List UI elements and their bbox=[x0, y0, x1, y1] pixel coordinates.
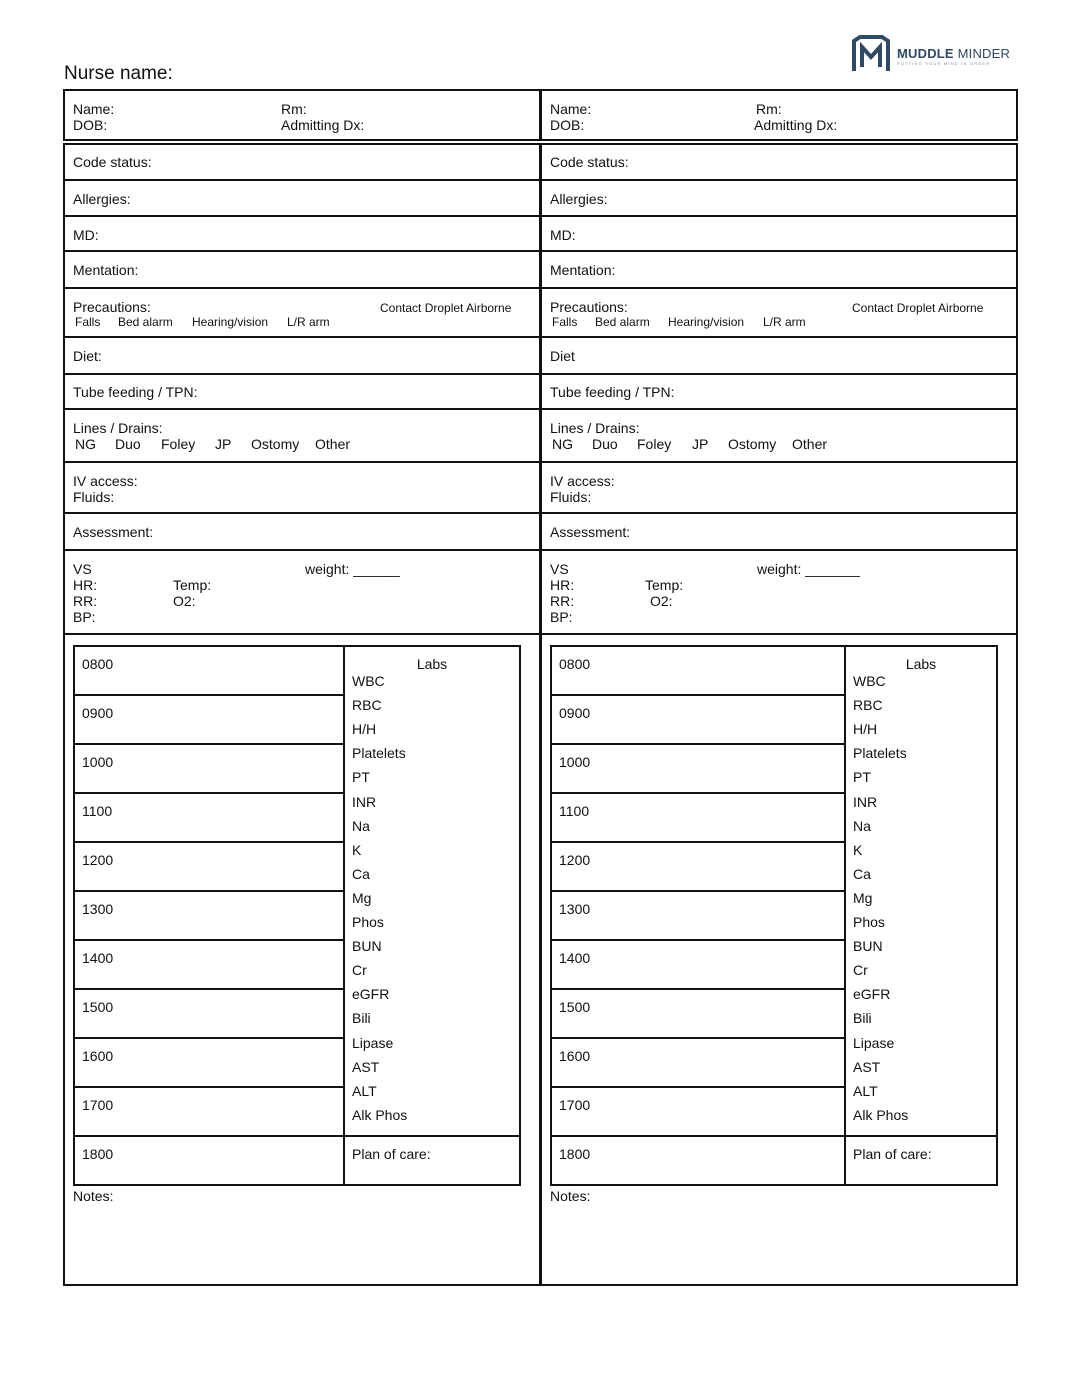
o2-label: O2: bbox=[650, 593, 673, 609]
lab-item: WBC bbox=[853, 673, 886, 689]
dob-label: DOB: bbox=[550, 117, 585, 133]
time-label: 1800 bbox=[82, 1146, 114, 1162]
brand-tagline: PUTTING YOUR MIND IN ORDER bbox=[897, 61, 991, 66]
form-row bbox=[65, 145, 539, 181]
assessment-label: Assessment: bbox=[550, 524, 631, 540]
form-row bbox=[542, 410, 1016, 463]
time-label: 0800 bbox=[559, 656, 591, 672]
temp-label: Temp: bbox=[173, 577, 212, 593]
md-label: MD: bbox=[73, 227, 99, 243]
lab-item: RBC bbox=[352, 697, 382, 714]
lab-item: H/H bbox=[853, 721, 878, 738]
ostomy-option: Ostomy bbox=[251, 436, 300, 452]
fluids-label: Fluids: bbox=[550, 489, 592, 505]
time-slot[interactable] bbox=[75, 892, 345, 941]
time-slot[interactable] bbox=[552, 1137, 846, 1186]
other-option: Other bbox=[315, 436, 351, 452]
weight-label: weight: _______ bbox=[757, 561, 860, 577]
time-slot[interactable] bbox=[552, 892, 846, 941]
lines-drains-label: Lines / Drains: bbox=[550, 420, 640, 436]
hr-label: HR: bbox=[550, 577, 575, 593]
lab-item: Bili bbox=[352, 1010, 371, 1027]
time-label: 1800 bbox=[559, 1146, 591, 1162]
mentation-label: Mentation: bbox=[550, 262, 616, 278]
schedule-section bbox=[542, 635, 1016, 1284]
divider bbox=[345, 1135, 519, 1137]
labs-title: Labs bbox=[416, 656, 448, 672]
lr-arm-option: L/R arm bbox=[763, 315, 806, 329]
patient-details bbox=[540, 143, 1018, 1286]
time-label: 1200 bbox=[82, 852, 114, 868]
admitting-dx-label: Admitting Dx: bbox=[281, 117, 365, 133]
falls-option: Falls bbox=[75, 315, 101, 329]
form-row bbox=[542, 289, 1016, 338]
form-row bbox=[542, 181, 1016, 217]
form-row bbox=[65, 514, 539, 551]
lab-item: Phos bbox=[853, 914, 885, 930]
bed-alarm-option: Bed alarm bbox=[118, 315, 173, 329]
code-status-label: Code status: bbox=[550, 154, 629, 170]
lab-item: Ca bbox=[853, 865, 871, 882]
name-label: Name: bbox=[73, 101, 115, 117]
fluids-label: Fluids: bbox=[73, 489, 115, 505]
form-row bbox=[65, 551, 539, 635]
form-row bbox=[542, 145, 1016, 181]
lab-item: Alk Phos bbox=[352, 1106, 408, 1123]
time-slot[interactable] bbox=[552, 1088, 846, 1137]
time-slot[interactable] bbox=[552, 843, 846, 892]
bp-label: BP: bbox=[73, 609, 96, 625]
form-row bbox=[542, 217, 1016, 252]
room-label: Rm: bbox=[756, 101, 782, 117]
lab-item: BUN bbox=[352, 938, 382, 955]
time-slot[interactable] bbox=[75, 843, 345, 892]
time-slot[interactable] bbox=[75, 1137, 345, 1186]
lab-item: WBC bbox=[352, 673, 385, 689]
lab-item: INR bbox=[853, 793, 878, 810]
lab-item: ALT bbox=[853, 1082, 878, 1099]
ostomy-option: Ostomy bbox=[728, 436, 777, 452]
time-label: 1200 bbox=[559, 852, 591, 868]
time-slot[interactable] bbox=[75, 696, 345, 745]
other-option: Other bbox=[792, 436, 828, 452]
lab-item: Cr bbox=[853, 962, 868, 979]
temp-label: Temp: bbox=[645, 577, 684, 593]
lab-item: Cr bbox=[352, 962, 367, 979]
vs-label: VS bbox=[550, 561, 569, 577]
ng-option: NG bbox=[552, 436, 573, 452]
hearing-vision-option: Hearing/vision bbox=[192, 315, 269, 329]
lab-item: Na bbox=[352, 817, 370, 834]
labs-panel bbox=[345, 647, 519, 1137]
form-row bbox=[542, 514, 1016, 551]
time-slot[interactable] bbox=[75, 794, 345, 843]
time-slot[interactable] bbox=[75, 990, 345, 1039]
hourly-schedule-grid bbox=[73, 645, 521, 1186]
lab-item: H/H bbox=[352, 721, 377, 738]
lines-drains-label: Lines / Drains: bbox=[73, 420, 163, 436]
form-row bbox=[542, 551, 1016, 635]
time-label: 1700 bbox=[82, 1097, 114, 1113]
labs-panel bbox=[846, 647, 996, 1137]
admitting-dx-label: Admitting Dx: bbox=[754, 117, 838, 133]
time-slot[interactable] bbox=[552, 696, 846, 745]
precaution-types: Contact Droplet Airborne bbox=[852, 301, 984, 315]
lab-item: Na bbox=[853, 817, 871, 834]
allergies-label: Allergies: bbox=[73, 191, 131, 207]
time-label: 1400 bbox=[559, 950, 591, 966]
patient-details bbox=[63, 143, 541, 1286]
lab-item: Bili bbox=[853, 1010, 872, 1027]
patient-header bbox=[540, 89, 1018, 141]
time-label: 1600 bbox=[559, 1048, 591, 1064]
form-row bbox=[542, 375, 1016, 410]
room-label: Rm: bbox=[281, 101, 307, 117]
time-slot[interactable] bbox=[552, 941, 846, 990]
jp-option: JP bbox=[692, 436, 709, 452]
time-label: 0900 bbox=[559, 705, 591, 721]
notes-label: Notes: bbox=[73, 1188, 114, 1204]
lab-item: AST bbox=[352, 1058, 380, 1075]
falls-option: Falls bbox=[552, 315, 578, 329]
time-label: 1100 bbox=[559, 803, 590, 819]
bed-alarm-option: Bed alarm bbox=[595, 315, 650, 329]
time-label: 1400 bbox=[82, 950, 114, 966]
form-row bbox=[65, 410, 539, 463]
form-row bbox=[65, 463, 539, 514]
notes-label: Notes: bbox=[550, 1188, 591, 1204]
brand-name: MUDDLE MINDER bbox=[897, 46, 1011, 61]
precaution-types: Contact Droplet Airborne bbox=[380, 301, 512, 315]
dob-label: DOB: bbox=[73, 117, 108, 133]
code-status-label: Code status: bbox=[73, 154, 152, 170]
lab-item: Alk Phos bbox=[853, 1106, 909, 1123]
vs-label: VS bbox=[73, 561, 92, 577]
foley-option: Foley bbox=[161, 436, 196, 452]
duo-option: Duo bbox=[115, 436, 141, 452]
jp-option: JP bbox=[215, 436, 232, 452]
lab-item: ALT bbox=[352, 1082, 377, 1099]
divider bbox=[846, 1135, 996, 1137]
form-row bbox=[542, 338, 1016, 375]
rr-label: RR: bbox=[550, 593, 575, 609]
lab-item: AST bbox=[853, 1058, 881, 1075]
lab-item: INR bbox=[352, 793, 377, 810]
time-slot[interactable] bbox=[552, 1039, 846, 1088]
lab-item: Ca bbox=[352, 865, 370, 882]
time-slot[interactable] bbox=[75, 647, 345, 696]
lab-item: eGFR bbox=[853, 986, 891, 1003]
time-label: 1500 bbox=[82, 999, 114, 1015]
ng-option: NG bbox=[75, 436, 96, 452]
tube-feeding-label: Tube feeding / TPN: bbox=[550, 384, 675, 400]
o2-label: O2: bbox=[173, 593, 196, 609]
form-row bbox=[65, 375, 539, 410]
name-label: Name: bbox=[550, 101, 592, 117]
diet-label: Diet: bbox=[73, 348, 102, 364]
time-label: 0800 bbox=[82, 656, 114, 672]
lab-item: eGFR bbox=[352, 986, 390, 1003]
iv-access-label: IV access: bbox=[73, 473, 138, 489]
time-label: 1000 bbox=[82, 754, 114, 770]
weight-label: weight: ______ bbox=[305, 561, 400, 577]
lab-item: Lipase bbox=[352, 1034, 394, 1051]
time-label: 1300 bbox=[82, 901, 114, 917]
precautions-label: Precautions: bbox=[73, 299, 151, 315]
hr-label: HR: bbox=[73, 577, 98, 593]
lab-item: Platelets bbox=[352, 745, 406, 762]
time-label: 1000 bbox=[559, 754, 591, 770]
lab-item: RBC bbox=[853, 697, 883, 714]
hearing-vision-option: Hearing/vision bbox=[668, 315, 745, 329]
brand-logo bbox=[852, 35, 1012, 73]
schedule-section bbox=[65, 635, 539, 1284]
logo-mark-icon bbox=[852, 35, 890, 73]
foley-option: Foley bbox=[637, 436, 672, 452]
time-slot[interactable] bbox=[552, 990, 846, 1039]
labs-title: Labs bbox=[905, 656, 937, 672]
diet-label: Diet bbox=[550, 348, 575, 364]
allergies-label: Allergies: bbox=[550, 191, 608, 207]
bp-label: BP: bbox=[550, 609, 573, 625]
form-row bbox=[65, 289, 539, 338]
time-slot[interactable] bbox=[552, 647, 846, 696]
time-label: 1300 bbox=[559, 901, 591, 917]
time-label: 1100 bbox=[82, 803, 113, 819]
plan-of-care-label: Plan of care: bbox=[853, 1146, 932, 1162]
form-row bbox=[542, 252, 1016, 289]
lab-item: K bbox=[853, 841, 863, 858]
lab-item: Lipase bbox=[853, 1034, 895, 1051]
form-row bbox=[65, 217, 539, 252]
time-slot[interactable] bbox=[552, 745, 846, 794]
duo-option: Duo bbox=[592, 436, 618, 452]
lab-item: Mg bbox=[853, 889, 873, 906]
time-label: 1600 bbox=[82, 1048, 114, 1064]
time-slot[interactable] bbox=[75, 941, 345, 990]
precautions-label: Precautions: bbox=[550, 299, 628, 315]
mentation-label: Mentation: bbox=[73, 262, 139, 278]
lab-item: BUN bbox=[853, 938, 883, 955]
lr-arm-option: L/R arm bbox=[287, 315, 330, 329]
form-row bbox=[65, 181, 539, 217]
tube-feeding-label: Tube feeding / TPN: bbox=[73, 384, 198, 400]
lab-item: K bbox=[352, 841, 362, 858]
form-row bbox=[65, 252, 539, 289]
lab-item: PT bbox=[853, 769, 871, 786]
time-slot[interactable] bbox=[75, 1088, 345, 1137]
rr-label: RR: bbox=[73, 593, 98, 609]
lab-item: Phos bbox=[352, 914, 384, 930]
hourly-schedule-grid bbox=[550, 645, 998, 1186]
time-label: 1700 bbox=[559, 1097, 591, 1113]
lab-item: Mg bbox=[352, 889, 372, 906]
time-slot[interactable] bbox=[75, 1039, 345, 1088]
plan-of-care-label: Plan of care: bbox=[352, 1146, 431, 1162]
form-row bbox=[542, 463, 1016, 514]
lab-item: PT bbox=[352, 769, 370, 786]
time-label: 1500 bbox=[559, 999, 591, 1015]
nurse-name-label: Nurse name: bbox=[64, 63, 173, 84]
form-row bbox=[65, 338, 539, 375]
assessment-label: Assessment: bbox=[73, 524, 154, 540]
time-slot[interactable] bbox=[75, 745, 345, 794]
lab-item: Platelets bbox=[853, 745, 907, 762]
patient-header bbox=[63, 89, 541, 141]
iv-access-label: IV access: bbox=[550, 473, 615, 489]
md-label: MD: bbox=[550, 227, 576, 243]
time-slot[interactable] bbox=[552, 794, 846, 843]
time-label: 0900 bbox=[82, 705, 114, 721]
